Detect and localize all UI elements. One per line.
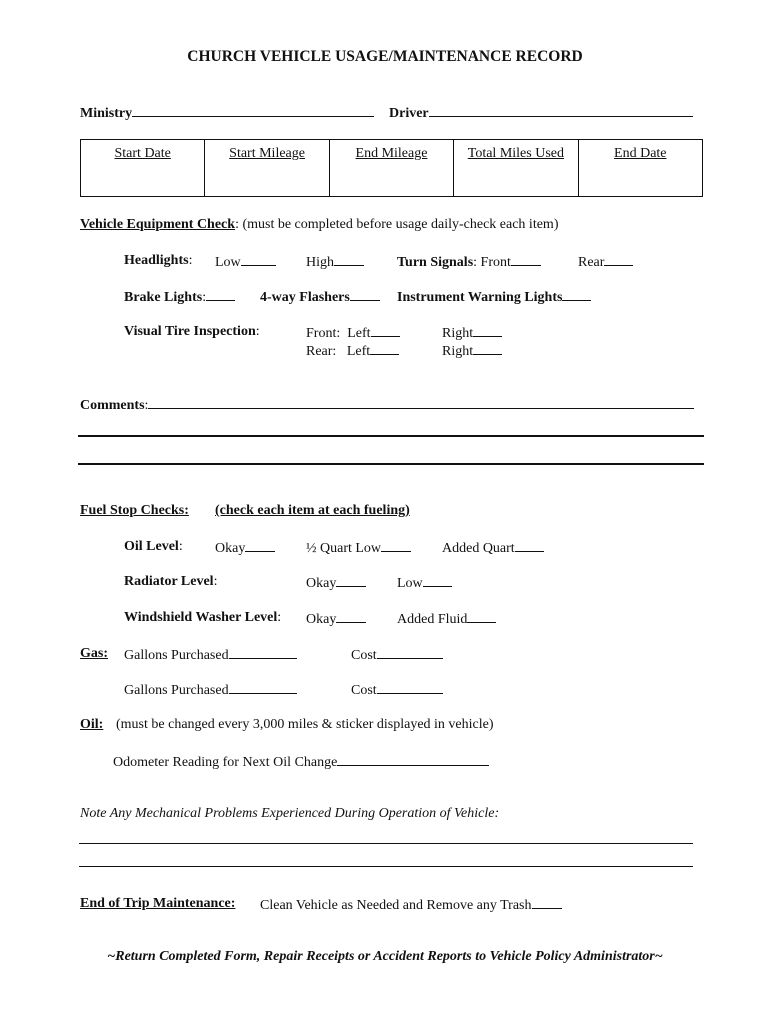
odometer-field[interactable]	[113, 753, 489, 771]
table-header-total-miles[interactable]: Total Miles Used	[454, 140, 578, 197]
radiator-low-label: Low	[397, 576, 423, 591]
mechanical-line-1[interactable]	[79, 843, 693, 844]
tire-front-left-label: Left	[347, 326, 371, 341]
cost-label-1: Cost	[351, 648, 377, 663]
radiator-okay-label: Okay	[306, 576, 337, 591]
brake-lights-colon: :	[202, 290, 207, 305]
driver-blank[interactable]	[429, 104, 693, 117]
gallons-blank-1[interactable]	[229, 646, 297, 659]
tire-rear-left-label: Left	[346, 344, 371, 359]
tire-rear-left-field[interactable]	[306, 342, 399, 360]
gas-label: Gas:	[80, 646, 108, 661]
radiator-low-blank[interactable]	[423, 574, 452, 587]
warning-lights-label: Instrument Warning Lights	[397, 290, 563, 305]
comments-label: Comments	[80, 398, 145, 413]
gallons-field-1[interactable]	[124, 646, 297, 664]
driver-label: Driver	[389, 106, 429, 121]
oil-half-quart-field[interactable]	[306, 539, 411, 557]
tire-rear-right-label: Right	[442, 344, 474, 359]
oil-okay-blank[interactable]	[245, 539, 275, 552]
equipment-note: : (must be completed before usage daily-check each item)	[235, 217, 559, 232]
oil-level-label-line	[124, 539, 183, 555]
tire-rear-left-blank[interactable]	[370, 342, 399, 355]
turn-signals-front-blank[interactable]	[511, 253, 541, 266]
brake-lights-field[interactable]	[124, 288, 235, 306]
comments-blank[interactable]	[148, 396, 694, 409]
oil-note: (must be changed every 3,000 miles & sticker displayed in vehicle)	[116, 717, 494, 732]
flashers-blank[interactable]	[350, 288, 380, 301]
comments-field[interactable]	[80, 396, 694, 414]
headlights-high-blank[interactable]	[334, 253, 364, 266]
odometer-label: Odometer Reading for Next Oil Change	[113, 755, 338, 770]
tire-rear-right-blank[interactable]	[473, 342, 502, 355]
washer-added-fluid-label: Added Fluid	[397, 612, 468, 627]
washer-label-line	[124, 610, 281, 626]
oil-okay-label: Okay	[215, 541, 246, 556]
cost-field-1[interactable]	[351, 646, 443, 664]
mechanical-line-2[interactable]	[79, 866, 693, 867]
turn-signals-front-field[interactable]	[397, 253, 541, 271]
table-header-end-date[interactable]: End Date	[578, 140, 702, 197]
headlights-low-blank[interactable]	[241, 253, 276, 266]
end-trip-label: End of Trip Maintenance:	[80, 896, 236, 911]
end-trip-field[interactable]	[260, 896, 562, 914]
turn-signals-front-label: : Front	[473, 255, 511, 270]
tire-front-right-blank[interactable]	[473, 324, 502, 337]
tire-colon: :	[255, 324, 260, 339]
headlights-low-label: Low	[215, 255, 241, 270]
oil-half-quart-label: ½ Quart Low	[306, 541, 382, 556]
fuel-heading: Fuel Stop Checks:	[80, 503, 189, 518]
table-row	[81, 140, 703, 197]
tire-rear-label: Rear:	[306, 344, 337, 359]
oil-label: Oil:	[80, 717, 104, 732]
usage-table	[80, 139, 703, 197]
mechanical-note: Note Any Mechanical Problems Experienced During Operation of Vehicle:	[80, 806, 500, 821]
radiator-low-field[interactable]	[397, 574, 452, 592]
table-header-start-date[interactable]: Start Date	[81, 140, 205, 197]
table-header-end-mileage[interactable]: End Mileage	[329, 140, 453, 197]
radiator-okay-blank[interactable]	[336, 574, 366, 587]
washer-okay-blank[interactable]	[336, 610, 366, 623]
cost-blank-1[interactable]	[377, 646, 443, 659]
washer-colon: :	[277, 610, 282, 625]
equipment-heading-line	[80, 217, 558, 233]
comments-line-2[interactable]	[78, 463, 704, 465]
radiator-label: Radiator Level	[124, 574, 214, 589]
tire-front-right-field[interactable]	[442, 324, 502, 342]
flashers-label: 4-way Flashers	[260, 290, 350, 305]
tire-rear-right-field[interactable]	[442, 342, 502, 360]
tire-front-left-blank[interactable]	[371, 324, 400, 337]
gallons-label-1: Gallons Purchased	[124, 648, 229, 663]
radiator-colon: :	[213, 574, 218, 589]
oil-added-quart-blank[interactable]	[515, 539, 544, 552]
oil-added-quart-label: Added Quart	[442, 541, 515, 556]
washer-label: Windshield Washer Level	[124, 610, 278, 625]
comments-line-1[interactable]	[78, 435, 704, 437]
cost-field-2[interactable]	[351, 681, 443, 699]
ministry-field[interactable]	[80, 104, 374, 122]
gallons-blank-2[interactable]	[229, 681, 297, 694]
end-trip-text: Clean Vehicle as Needed and Remove any Trash	[260, 898, 532, 913]
form-title: CHURCH VEHICLE USAGE/MAINTENANCE RECORD	[187, 48, 583, 65]
oil-added-quart-field[interactable]	[442, 539, 544, 557]
tire-front-left-field[interactable]	[306, 324, 400, 342]
headlights-label: Headlights	[124, 253, 189, 268]
table-header-start-mileage[interactable]: Start Mileage	[205, 140, 329, 197]
oil-okay-field[interactable]	[215, 539, 275, 557]
turn-signals-rear-blank[interactable]	[604, 253, 633, 266]
cost-blank-2[interactable]	[377, 681, 443, 694]
equipment-heading: Vehicle Equipment Check	[80, 217, 236, 232]
driver-field[interactable]	[389, 104, 693, 122]
tire-label-line	[124, 324, 260, 340]
headlights-label-line	[124, 253, 192, 269]
turn-signals-label: Turn Signals	[397, 255, 474, 270]
headlights-high-field[interactable]	[306, 253, 364, 271]
washer-okay-field[interactable]	[306, 610, 366, 628]
radiator-label-line	[124, 574, 217, 590]
cost-label-2: Cost	[351, 683, 377, 698]
headlights-colon: :	[188, 253, 193, 268]
tire-front-label: Front:	[306, 326, 341, 341]
brake-lights-label: Brake Lights	[124, 290, 203, 305]
oil-half-quart-blank[interactable]	[381, 539, 411, 552]
oil-level-label: Oil Level	[124, 539, 179, 554]
washer-added-fluid-blank[interactable]	[467, 610, 496, 623]
gallons-label-2: Gallons Purchased	[124, 683, 229, 698]
fuel-subheading: (check each item at each fueling)	[215, 503, 410, 518]
oil-level-colon: :	[178, 539, 183, 554]
warning-lights-field[interactable]	[397, 288, 591, 306]
washer-okay-label: Okay	[306, 612, 337, 627]
ministry-blank[interactable]	[132, 104, 374, 117]
tire-front-right-label: Right	[442, 326, 474, 341]
brake-lights-blank[interactable]	[206, 288, 235, 301]
flashers-field[interactable]	[260, 288, 380, 306]
gallons-field-2[interactable]	[124, 681, 297, 699]
headlights-low-field[interactable]	[215, 253, 276, 271]
ministry-label: Ministry	[80, 106, 133, 121]
headlights-high-label: High	[306, 255, 334, 270]
footer-note: ~Return Completed Form, Repair Receipts or Accident Reports to Vehicle Policy Administrator~	[107, 949, 663, 964]
turn-signals-rear-label: Rear	[578, 255, 605, 270]
warning-lights-blank[interactable]	[562, 288, 591, 301]
tire-label: Visual Tire Inspection	[124, 324, 256, 339]
turn-signals-rear-field[interactable]	[578, 253, 633, 271]
radiator-okay-field[interactable]	[306, 574, 366, 592]
washer-added-fluid-field[interactable]	[397, 610, 496, 628]
comments-colon: :	[144, 398, 149, 413]
odometer-blank[interactable]	[337, 753, 489, 766]
end-trip-blank[interactable]	[532, 896, 562, 909]
